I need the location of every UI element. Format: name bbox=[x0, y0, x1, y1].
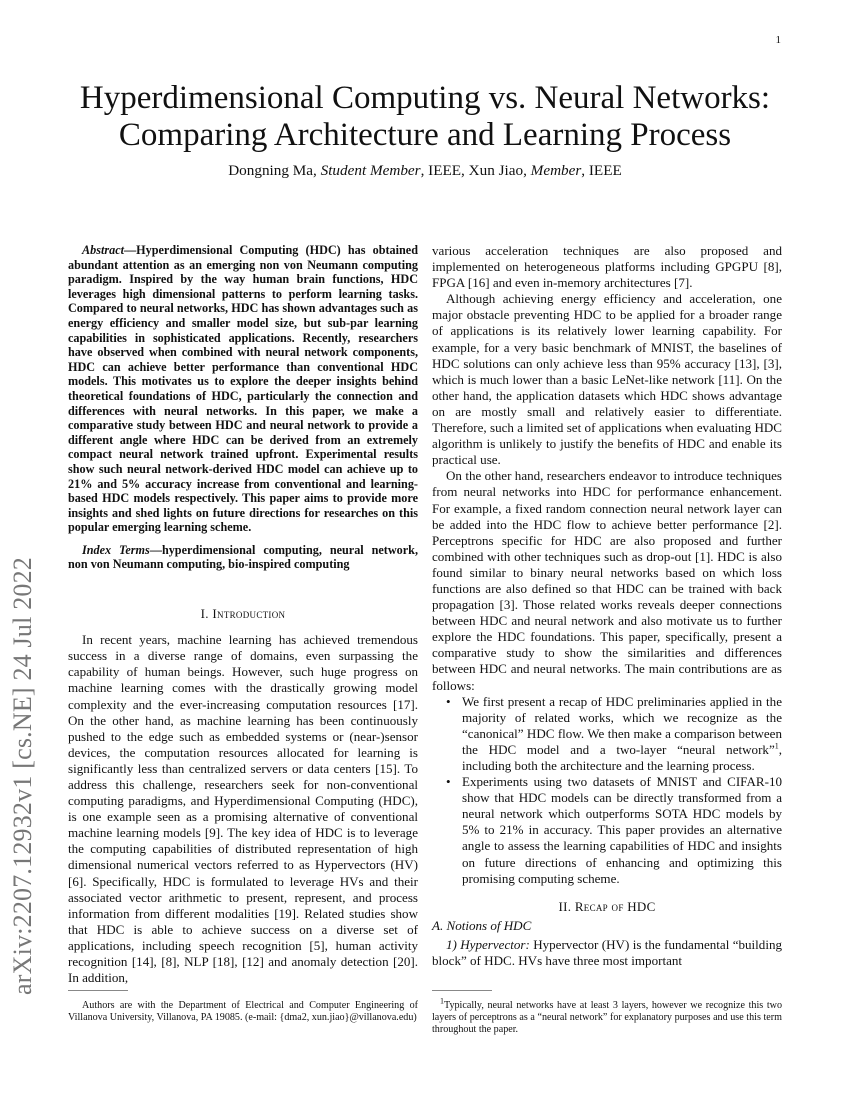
list-item bbox=[446, 693, 782, 774]
footnote-mark: 1 bbox=[774, 741, 779, 751]
abstract-text: —Hyperdimensional Computing (HDC) has obtained abundant attention as an emerging non von Neumann computing paradigm. Inspired by the way human brain functions, HDC leverages high dimensional patterns to perform learning tasks. Compared to neural networks, HDC has shown advantages such as energy efficiency and smaller model size, but sub-par learning capabilities in sophisticated applications. Recently, researchers have observed when combined with neural network components, HDC can achieve better performance than conventional HDC models. This motivates us to explore the deeper insights behind theoretical foundations of HDC, particularly the connection and differences with neural networks. In this paper, we make a comparative study between HDC and neural network to provide a different angle where HDC can be derived from an extremely compact neural network trained upfront. Experimental results show such neural network-derived HDC model can achieve up to 21% and 5% accuracy increase from conventional and learning-based HDC models respectively. This paper aims to provide more insights and shed lights on future directions for researches on this popular emerging learning scheme. bbox=[68, 243, 418, 535]
affiliation-footnote: Authors are with the Department of Electrical and Computer Engineering of Villanova University, Villanova, PA 19085. (e-mail: {dma2, xun.jiao}@villanova.edu) bbox=[68, 1000, 418, 1024]
right-column bbox=[432, 243, 782, 969]
contribution-text: Experiments using two datasets of MNIST and CIFAR-10 show that HDC models can be directly transformed from a neural network which outperforms SOTA HDC models by 5% to 21% in accuracy. This paper provides an alternative angle to assess the learning capabilities of HDC and insights on future directions of enhancing and optimizing this promising computing scheme. bbox=[462, 774, 782, 886]
index-terms bbox=[68, 543, 418, 572]
section-heading-introduction bbox=[68, 606, 418, 622]
footnote-divider bbox=[68, 990, 128, 991]
contribution-text: We first present a recap of HDC preliminaries applied in the majority of related works, which we recognize as the “canonical” HDC flow. We then make a comparison between the HDC model and a two-layer “neural network” bbox=[462, 693, 782, 757]
title-line-2: Comparing Architecture and Learning Process bbox=[118, 117, 732, 153]
bullet-icon: • bbox=[446, 774, 451, 790]
body-paragraph: On the other hand, researchers endeavor to introduce techniques from neural networks into HDC for performance enhancement. For example, a fixed random connection neural network layer can be added into the HDC flow to achieve better performance [2]. Perceptrons specific for HDC are also proposed and further combined with other techniques such as drop-out [1]. HDC is also found similar to binary neural networks based on which loss functions are also defined so that HDC can be trained with back propagation [3]. Those related works reveals deeper connections between HDC and neural network and also motivate us to further explore the HDC foundations. This paper, specifically, present a comparative study to show the similarities and differences between HDC and neural networks. The main contributions are as follows: bbox=[432, 468, 782, 693]
section-number: II. bbox=[558, 898, 572, 914]
body-paragraph: various acceleration techniques are also proposed and implemented on heterogeneous platforms including GPGPU [8], FPGA [16] and even in-memory architectures [7]. bbox=[432, 243, 782, 291]
author-2-role: Member bbox=[530, 162, 582, 179]
author-2-ieee: , IEEE bbox=[581, 162, 622, 179]
abstract bbox=[68, 243, 418, 535]
author-1-role: Student Member bbox=[320, 162, 421, 179]
footnote-1 bbox=[432, 996, 782, 1037]
hypervector-paragraph bbox=[432, 937, 782, 969]
paper-title bbox=[0, 80, 850, 154]
section-title: Introduction bbox=[212, 606, 286, 622]
subsection-heading: A. Notions of HDC bbox=[432, 917, 532, 933]
page-number: 1 bbox=[775, 34, 781, 46]
author-1: Dongning Ma, bbox=[228, 162, 317, 179]
paragraph-term: 1) Hypervector: bbox=[446, 936, 530, 952]
paragraph-text: Hypervector (HV) is the fundamental “building block” of HDC. HVs have three most important bbox=[432, 936, 782, 969]
contribution-text-end: , including both the architecture and the learning process. bbox=[462, 741, 782, 773]
list-item bbox=[446, 774, 782, 887]
abstract-label: Abstract bbox=[82, 243, 124, 257]
index-terms-label: Index Terms bbox=[82, 542, 150, 557]
left-column bbox=[68, 243, 418, 986]
section-heading-recap bbox=[432, 899, 782, 915]
author-2: , IEEE, Xun Jiao, bbox=[420, 162, 527, 179]
section-title: Recap of HDC bbox=[574, 898, 656, 914]
body-paragraph: Although achieving energy efficiency and acceleration, one major obstacle preventing HDC to be applied for a broader range of applications is its relatively lower learning capability. For example, for a very basic benchmark of MNIST, the baselines of HDC solutions can only achieve less than 95% accuracy [13], [3], which is much lower than a basic LeNet-like network [11]. On the other hand, the application datasets which HDC shows advantage on are mostly small and relatively easier to differentiate. Therefore, such a limited set of applications when evaluating HDC algorithm is unlikely to justify the benefits of HDC and enable its practical use. bbox=[432, 291, 782, 468]
index-terms-text: —hyperdimensional computing, neural network, non von Neumann computing, bio-inspired computing bbox=[68, 542, 418, 572]
title-line-1: Hyperdimensional Computing vs. Neural Networks: bbox=[79, 80, 771, 116]
author-line bbox=[0, 162, 850, 180]
footnote-mark: 1 bbox=[440, 996, 444, 1006]
bullet-icon: • bbox=[446, 693, 451, 709]
arxiv-stamp: arXiv:2207.12932v1 [cs.NE] 24 Jul 2022 bbox=[8, 557, 37, 995]
section-number: I. bbox=[200, 606, 209, 622]
footnote-divider bbox=[432, 990, 492, 991]
intro-paragraph: In recent years, machine learning has achieved tremendous success in a diverse range of domains, even surpassing the capability of human beings. However, such huge progress on machine learning comes with the drastically growing model complexity and the ever-increasing computation resources [17]. On the other hand, as machine learning has been continuously pushed to the edge such as embedded systems or (near-)sensor devices, the computation resources allocated for learning is significantly less than centralized servers or data centers [15]. To address this challenge, researchers seek for non-conventional computing paradigms, and Hyperdimensional Computing (HDC), is one example seen as a promising alternative of conventional machine learning models [9]. The key idea of HDC is to leverage the computing capabilities of distributed representation of high dimensional numerical vectors referred to as Hypervectors (HV) [6]. Specifically, HDC is formulated to leverage HVs and their associated vector arithmetic to present, represent, and process information from different modalities [19]. Related studies show that HDC is able to achieve success on a diverse set of applications, including speech recognition [5], human activity recognition [14], [8], NLP [18], [12] and anomaly detection [20]. In addition, bbox=[68, 632, 418, 986]
contributions-list bbox=[432, 694, 782, 887]
footnote-text: Typically, neural networks have at least 3 layers, however we recognize this two layers of perceptrons as a “neural network” for explanatory purposes and use this term throughout the paper. bbox=[432, 1000, 782, 1036]
